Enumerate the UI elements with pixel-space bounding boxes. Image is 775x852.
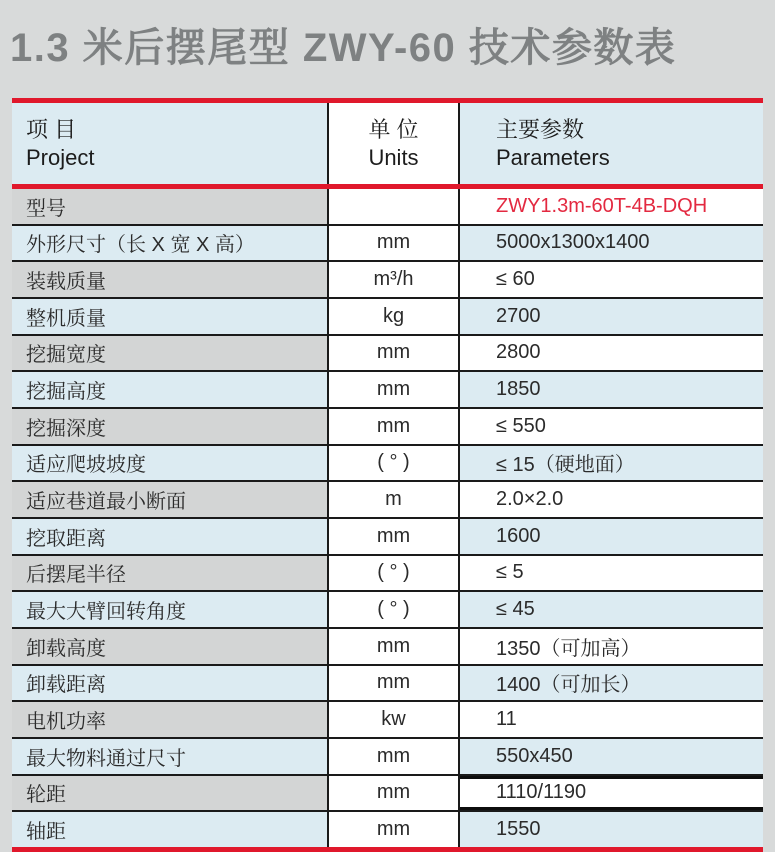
row-unit: mm: [327, 666, 460, 701]
row-unit: mm: [327, 812, 460, 847]
header-cell-units: [327, 103, 460, 184]
header-project-zh: 项 目: [26, 116, 77, 142]
table-row-dimensions: [12, 226, 763, 263]
row-value: 1600: [460, 519, 763, 554]
table-row-digging-distance: [12, 519, 763, 556]
row-label: 挖掘宽度: [12, 336, 327, 371]
header-units-en: Units: [368, 144, 419, 170]
row-unit: mm: [327, 372, 460, 407]
row-label: 轮距: [12, 776, 327, 811]
table-row-digging-width: [12, 336, 763, 373]
row-label: 适应爬坡坡度: [12, 446, 327, 481]
table-row-digging-height: [12, 372, 763, 409]
row-value: ≤ 5: [460, 556, 763, 591]
row-label: 电机功率: [12, 702, 327, 737]
header-cell-project: [12, 103, 327, 184]
row-value: 550x450: [460, 739, 763, 774]
row-label: 装载质量: [12, 262, 327, 297]
row-unit: mm: [327, 776, 460, 811]
row-label: 适应巷道最小断面: [12, 482, 327, 517]
row-unit: mm: [327, 629, 460, 664]
row-label: 最大大臂回转角度: [12, 592, 327, 627]
table-row-machine-weight: [12, 299, 763, 336]
table-header-row: [12, 103, 763, 184]
row-value-model-number: ZWY1.3m-60T-4B-DQH: [460, 189, 763, 224]
row-value: ≤ 15（硬地面）: [460, 446, 763, 481]
table-bottom-rule: [12, 847, 763, 852]
row-unit: m³/h: [327, 262, 460, 297]
row-label: 挖取距离: [12, 519, 327, 554]
row-label: 后摆尾半径: [12, 556, 327, 591]
row-value: 2.0×2.0: [460, 482, 763, 517]
row-value-patched: 1110/1190: [460, 776, 763, 811]
row-value: 5000x1300x1400: [460, 226, 763, 261]
table-row-model: [12, 189, 763, 226]
table-row-wheel-track: [12, 776, 763, 813]
row-value: 2800: [460, 336, 763, 371]
table-row-climbing-gradient: [12, 446, 763, 483]
row-label: 挖掘深度: [12, 409, 327, 444]
header-cell-parameters: [460, 103, 763, 184]
row-unit: m: [327, 482, 460, 517]
row-unit: ( ° ): [327, 446, 460, 481]
table-row-rear-swing-radius: [12, 556, 763, 593]
row-unit: mm: [327, 226, 460, 261]
row-value: ≤ 60: [460, 262, 763, 297]
row-label: 外形尺寸（长 X 宽 X 高）: [12, 226, 327, 261]
table-row-max-boom-swing-angle: [12, 592, 763, 629]
table-row-unloading-distance: [12, 666, 763, 703]
row-label: 整机质量: [12, 299, 327, 334]
row-unit: [327, 189, 460, 224]
header-units-zh: 单 位: [368, 116, 419, 142]
row-unit: ( ° ): [327, 592, 460, 627]
row-unit: mm: [327, 739, 460, 774]
spec-table: [12, 98, 763, 852]
row-label: 最大物料通过尺寸: [12, 739, 327, 774]
table-row-unloading-height: [12, 629, 763, 666]
row-value: ≤ 45: [460, 592, 763, 627]
row-label: 卸载高度: [12, 629, 327, 664]
row-label: 卸载距离: [12, 666, 327, 701]
row-value: 1400（可加长）: [460, 666, 763, 701]
table-row-wheelbase: [12, 812, 763, 847]
row-unit: mm: [327, 519, 460, 554]
row-label: 型号: [12, 189, 327, 224]
table-row-max-material-size: [12, 739, 763, 776]
row-label: 轴距: [12, 812, 327, 847]
row-unit: kg: [327, 299, 460, 334]
row-unit: kw: [327, 702, 460, 737]
table-row-motor-power: [12, 702, 763, 739]
row-value: 11: [460, 702, 763, 737]
row-unit: ( ° ): [327, 556, 460, 591]
page-title: 1.3 米后摆尾型 ZWY-60 技术参数表: [10, 26, 677, 70]
row-value: 1550: [460, 812, 763, 847]
row-value: ≤ 550: [460, 409, 763, 444]
row-value: 1850: [460, 372, 763, 407]
row-label: 挖掘高度: [12, 372, 327, 407]
row-value: 2700: [460, 299, 763, 334]
table-row-digging-depth: [12, 409, 763, 446]
header-parameters-en: Parameters: [496, 144, 610, 170]
row-value: 1350（可加高）: [460, 629, 763, 664]
table-row-loading-capacity: [12, 262, 763, 299]
table-row-min-roadway-section: [12, 482, 763, 519]
row-unit: mm: [327, 409, 460, 444]
row-unit: mm: [327, 336, 460, 371]
header-parameters-zh: 主要参数: [496, 116, 585, 142]
header-project-en: Project: [26, 144, 95, 170]
